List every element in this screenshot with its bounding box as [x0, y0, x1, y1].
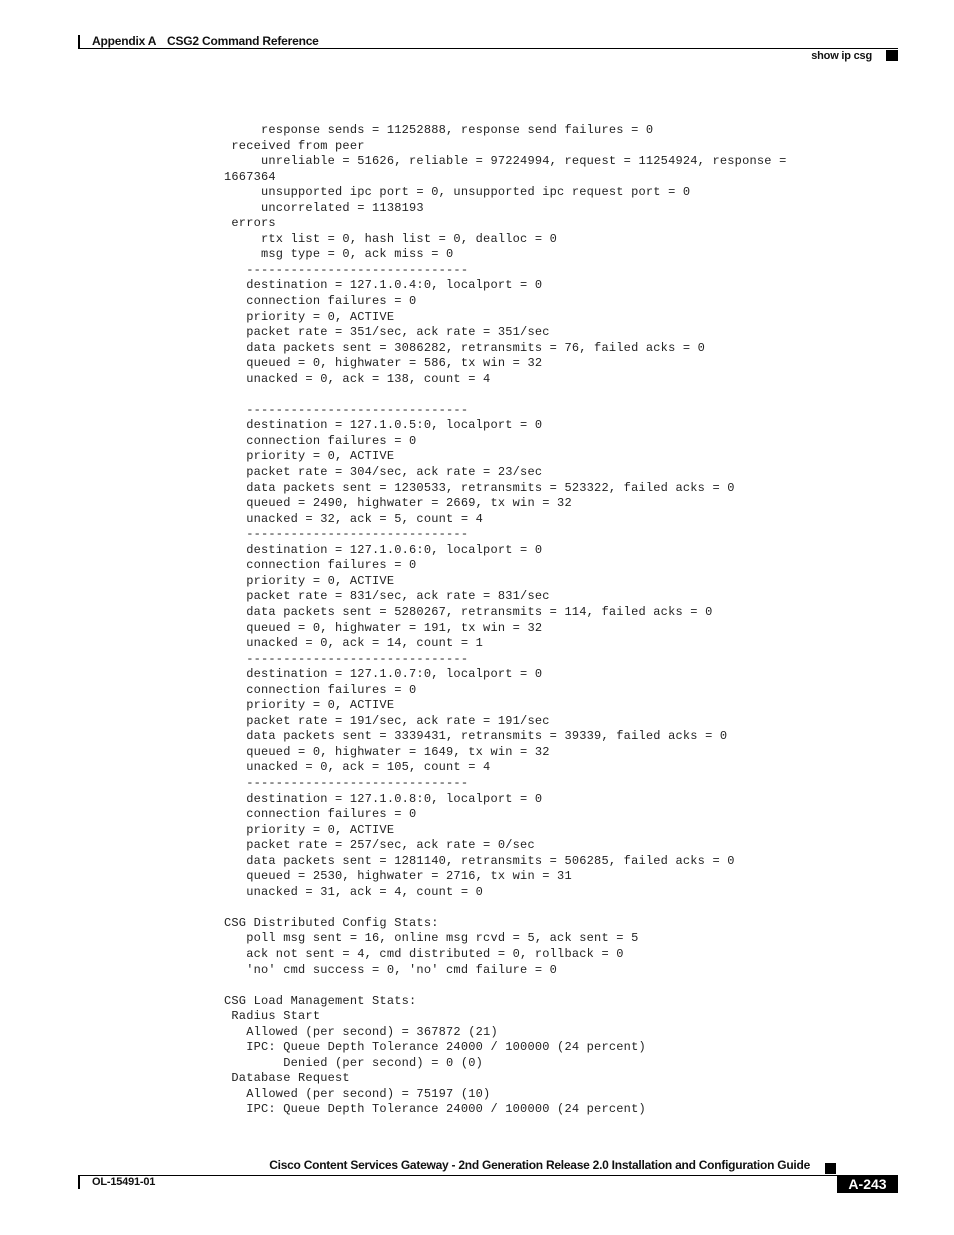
code-line — [224, 387, 787, 403]
code-line: poll msg sent = 16, online msg rcvd = 5, ack sent = 5 — [224, 931, 639, 946]
code-line: unacked = 0, ack = 105, count = 4 — [224, 760, 491, 775]
code-line: IPC: Queue Depth Tolerance 24000 / 100000 (24 percent) — [224, 1102, 646, 1117]
footer-left-bar — [78, 1175, 80, 1189]
code-line: packet rate = 304/sec, ack rate = 23/sec — [224, 465, 543, 480]
code-line: destination = 127.1.0.6:0, localport = 0 — [224, 542, 543, 557]
code-line: ------------------------------ — [224, 651, 469, 666]
code-line: packet rate = 831/sec, ack rate = 831/sec — [224, 589, 550, 604]
code-line: queued = 0, highwater = 586, tx win = 32 — [224, 356, 543, 371]
code-line: queued = 2490, highwater = 2669, tx win = 32 — [224, 496, 572, 511]
footer-marker-block — [825, 1163, 836, 1174]
code-line: received from peer — [224, 138, 365, 153]
code-line: connection failures = 0 — [224, 558, 417, 573]
code-line: Database Request — [224, 1071, 350, 1086]
code-line: errors — [224, 216, 276, 231]
header-chapter-title: CSG2 Command Reference — [167, 34, 319, 48]
code-line: IPC: Queue Depth Tolerance 24000 / 100000 (24 percent) — [224, 1040, 646, 1055]
code-line: data packets sent = 5280267, retransmits = 114, failed acks = 0 — [224, 604, 713, 619]
code-line: unacked = 32, ack = 5, count = 4 — [224, 511, 484, 526]
code-line: packet rate = 257/sec, ack rate = 0/sec — [224, 838, 535, 853]
code-line: destination = 127.1.0.8:0, localport = 0 — [224, 791, 543, 806]
code-line: ------------------------------ — [224, 775, 469, 790]
code-line: unreliable = 51626, reliable = 97224994, request = 11254924, response = — [224, 154, 787, 169]
header-rule — [78, 48, 898, 49]
command-output-listing — [224, 123, 787, 1118]
footer-rule — [78, 1175, 898, 1176]
code-line: 'no' cmd success = 0, 'no' cmd failure = 0 — [224, 962, 558, 977]
code-line: Denied (per second) = 0 (0) — [224, 1055, 484, 1070]
code-line: connection failures = 0 — [224, 682, 417, 697]
header-marker-block — [886, 50, 898, 61]
code-line: connection failures = 0 — [224, 433, 417, 448]
code-line: priority = 0, ACTIVE — [224, 698, 395, 713]
code-line: packet rate = 351/sec, ack rate = 351/sec — [224, 325, 550, 340]
code-line: data packets sent = 1230533, retransmits = 523322, failed acks = 0 — [224, 480, 735, 495]
code-line: connection failures = 0 — [224, 807, 417, 822]
code-line: 1667364 — [224, 169, 276, 184]
code-line: uncorrelated = 1138193 — [224, 200, 424, 215]
footer-page-number: A-243 — [837, 1175, 898, 1193]
code-line: priority = 0, ACTIVE — [224, 573, 395, 588]
code-line: Allowed (per second) = 75197 (10) — [224, 1086, 491, 1101]
code-line: unacked = 31, ack = 4, count = 0 — [224, 884, 484, 899]
code-line: queued = 0, highwater = 1649, tx win = 32 — [224, 744, 550, 759]
code-line: priority = 0, ACTIVE — [224, 309, 395, 324]
code-line: ack not sent = 4, cmd distributed = 0, rollback = 0 — [224, 946, 624, 961]
code-line: response sends = 11252888, response send failures = 0 — [224, 123, 654, 137]
code-line — [224, 900, 787, 916]
code-line: ------------------------------ — [224, 262, 469, 277]
code-line: Allowed (per second) = 367872 (21) — [224, 1024, 498, 1039]
code-line: connection failures = 0 — [224, 294, 417, 309]
code-line: CSG Load Management Stats: — [224, 993, 417, 1008]
code-line: CSG Distributed Config Stats: — [224, 915, 439, 930]
code-line: queued = 0, highwater = 191, tx win = 32 — [224, 620, 543, 635]
code-line: rtx list = 0, hash list = 0, dealloc = 0 — [224, 231, 558, 246]
code-line: data packets sent = 3086282, retransmits = 76, failed acks = 0 — [224, 340, 706, 355]
code-line: priority = 0, ACTIVE — [224, 822, 395, 837]
code-line: ------------------------------ — [224, 527, 469, 542]
code-line: destination = 127.1.0.7:0, localport = 0 — [224, 667, 543, 682]
code-line: Radius Start — [224, 1009, 321, 1024]
code-line: destination = 127.1.0.5:0, localport = 0 — [224, 418, 543, 433]
code-line: ------------------------------ — [224, 402, 469, 417]
code-line: msg type = 0, ack miss = 0 — [224, 247, 454, 262]
code-line — [224, 978, 787, 994]
footer-guide-title: Cisco Content Services Gateway - 2nd Generation Release 2.0 Installation and Configuration Guide — [269, 1158, 810, 1172]
code-line: unacked = 0, ack = 14, count = 1 — [224, 636, 484, 651]
code-line: data packets sent = 1281140, retransmits = 506285, failed acks = 0 — [224, 853, 735, 868]
footer-doc-number: OL-15491-01 — [92, 1176, 156, 1188]
code-line: data packets sent = 3339431, retransmits = 39339, failed acks = 0 — [224, 729, 728, 744]
code-line: unacked = 0, ack = 138, count = 4 — [224, 371, 491, 386]
code-line: destination = 127.1.0.4:0, localport = 0 — [224, 278, 543, 293]
code-line: priority = 0, ACTIVE — [224, 449, 395, 464]
header-appendix-label: Appendix A — [92, 34, 157, 48]
header-left-bar — [78, 35, 80, 49]
header-section-title: show ip csg — [811, 50, 872, 62]
code-line: unsupported ipc port = 0, unsupported ipc request port = 0 — [224, 185, 691, 200]
code-line: queued = 2530, highwater = 2716, tx win = 31 — [224, 869, 572, 884]
code-line: packet rate = 191/sec, ack rate = 191/sec — [224, 713, 550, 728]
